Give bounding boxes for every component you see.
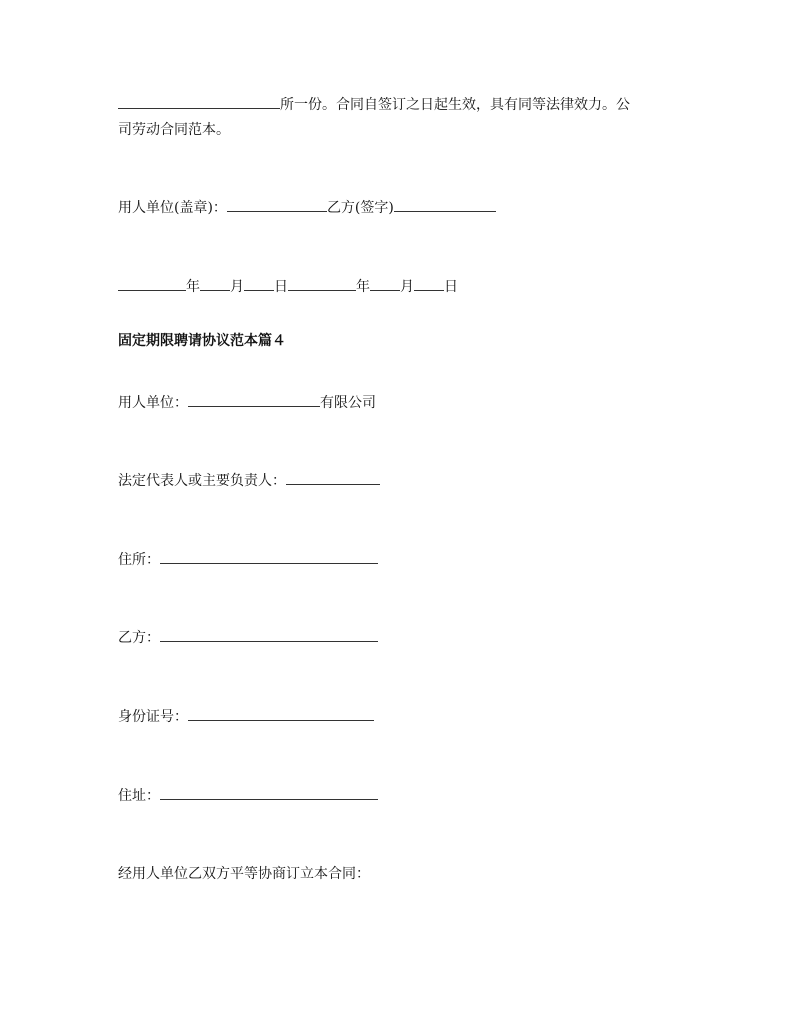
employer-seal-field[interactable] (227, 197, 327, 212)
date-row (118, 276, 458, 297)
year-label-1: 年 (186, 279, 200, 295)
intro-line-2 (118, 120, 230, 140)
signature-row (118, 197, 496, 218)
partyb-label: 乙方： (118, 630, 160, 646)
employer-seal-label: 用人单位(盖章)： (118, 200, 227, 216)
legal-rep-label: 法定代表人或主要负责人： (118, 473, 286, 489)
id-field[interactable] (188, 706, 374, 721)
legal-rep-field[interactable] (286, 470, 380, 485)
year-field-1[interactable] (118, 276, 186, 291)
year-field-2[interactable] (288, 276, 356, 291)
residence-row (118, 549, 378, 570)
day-field-1[interactable] (244, 276, 274, 291)
residence-field[interactable] (160, 549, 378, 564)
month-field-2[interactable] (370, 276, 400, 291)
employer-field[interactable] (188, 392, 320, 407)
day-label-1: 日 (274, 279, 288, 295)
id-row (118, 706, 374, 727)
partyb-sign-label: 乙方(签字) (326, 200, 394, 216)
employer-suffix: 有限公司 (320, 395, 376, 411)
section-heading: 固定期限聘请协议范本篇４ (118, 333, 286, 349)
day-label-2: 日 (444, 279, 458, 295)
partyb-sign-field[interactable] (394, 197, 496, 212)
month-label-1: 月 (230, 279, 244, 295)
intro-text-1: 所一份。合同自签订之日起生效，具有同等法律效力。公 (280, 97, 630, 113)
employer-row (118, 392, 376, 413)
id-label: 身份证号： (118, 709, 188, 725)
residence-label: 住所： (118, 552, 160, 568)
closing-text: 经用人单位乙双方平等协商订立本合同： (118, 866, 370, 882)
month-label-2: 月 (400, 279, 414, 295)
partyb-row (118, 627, 378, 648)
address-row (118, 785, 378, 806)
address-label: 住址： (118, 788, 160, 804)
intro-text-2: 司劳动合同范本。 (118, 122, 230, 138)
year-label-2: 年 (356, 279, 370, 295)
blank-field[interactable] (118, 94, 280, 109)
month-field-1[interactable] (200, 276, 230, 291)
partyb-field[interactable] (160, 627, 378, 642)
intro-line-1 (118, 94, 630, 115)
day-field-2[interactable] (414, 276, 444, 291)
employer-label: 用人单位： (118, 395, 188, 411)
address-field[interactable] (160, 785, 378, 800)
legal-rep-row (118, 470, 380, 491)
